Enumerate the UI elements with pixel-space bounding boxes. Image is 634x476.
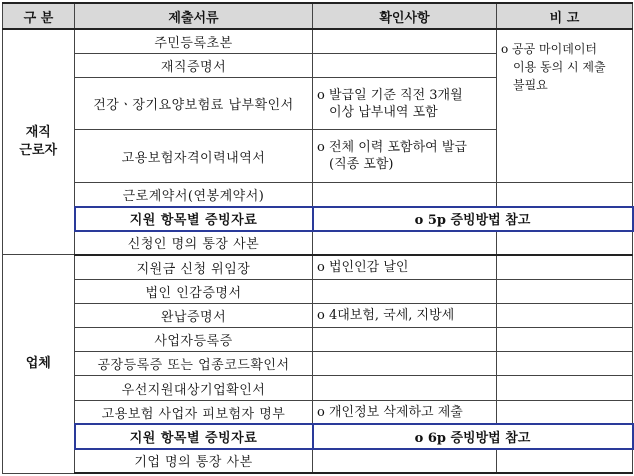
doc-cell: 재직증명서 — [75, 53, 313, 77]
confirm-cell-highlight: o 6p 증빙방법 참고 — [313, 424, 633, 448]
doc-cell: 법인 인감증명서 — [75, 279, 313, 303]
confirm-cell — [313, 130, 497, 182]
note-cell — [497, 182, 633, 206]
confirm-line: o 발급일 기준 직전 3개월 — [317, 87, 463, 103]
confirm-cell — [313, 29, 497, 53]
confirm-cell: o 4대보험, 국세, 지방세 — [313, 303, 497, 327]
confirm-cell — [313, 328, 497, 352]
confirm-cell — [313, 449, 497, 473]
doc-cell: 건강ㆍ장기요양보험료 납부확인서 — [75, 77, 313, 129]
table-row — [3, 400, 633, 424]
confirm-cell — [313, 279, 497, 303]
table-row — [3, 352, 633, 376]
note-cell — [497, 352, 633, 376]
doc-cell: 신청인 명의 통장 사본 — [75, 231, 313, 255]
category-label: 근로자 — [19, 143, 58, 159]
confirm-cell — [313, 77, 497, 129]
header-category: 구 분 — [3, 3, 75, 29]
table-row — [3, 182, 633, 206]
category-employee — [3, 29, 75, 255]
header-confirm: 확인사항 — [313, 3, 497, 29]
note-line: 불필요 — [513, 78, 548, 92]
header-documents: 제출서류 — [75, 3, 313, 29]
confirm-cell — [313, 53, 497, 77]
table-row — [3, 376, 633, 400]
category-label: 재직 — [25, 125, 51, 141]
confirm-line: 이상 납부내역 포함 — [329, 104, 438, 120]
category-company — [3, 255, 75, 473]
doc-cell: 주민등록초본 — [75, 29, 313, 53]
note-cell — [497, 279, 633, 303]
doc-cell-highlight: 지원 항목별 증빙자료 — [75, 424, 313, 448]
submission-documents-table — [2, 2, 634, 474]
doc-cell: 공장등록증 또는 업종코드확인서 — [75, 352, 313, 376]
note-cell — [497, 255, 633, 279]
table-row — [3, 328, 633, 352]
note-cell — [497, 449, 633, 473]
confirm-line: (직종 포함) — [329, 157, 394, 173]
note-line: o 공공 마이데이터 — [501, 42, 597, 56]
note-cell — [497, 231, 633, 255]
confirm-cell — [313, 182, 497, 206]
note-cell — [497, 303, 633, 327]
table-row — [3, 231, 633, 255]
doc-cell: 우선지원대상기업확인서 — [75, 376, 313, 400]
confirm-line: o 전체 이력 포함하여 발급 — [317, 140, 467, 156]
confirm-cell — [313, 376, 497, 400]
header-note: 비 고 — [497, 3, 633, 29]
table-row-highlight — [3, 424, 633, 448]
note-cell — [497, 29, 633, 182]
doc-cell: 근로계약서(연봉계약서) — [75, 182, 313, 206]
confirm-cell: o 개인정보 삭제하고 제출 — [313, 400, 497, 424]
note-cell — [497, 328, 633, 352]
doc-cell: 고용보험자격이력내역서 — [75, 130, 313, 182]
table-header-row — [3, 3, 633, 29]
table-row — [3, 29, 633, 53]
doc-cell: 사업자등록증 — [75, 328, 313, 352]
category-label: 업체 — [25, 355, 51, 371]
note-cell — [497, 400, 633, 424]
confirm-cell — [313, 231, 497, 255]
doc-cell: 고용보험 사업자 피보험자 명부 — [75, 400, 313, 424]
doc-cell: 지원금 신청 위임장 — [75, 255, 313, 279]
table-row — [3, 255, 633, 279]
table-row — [3, 303, 633, 327]
table-row — [3, 449, 633, 473]
confirm-cell — [313, 352, 497, 376]
doc-cell: 기업 명의 통장 사본 — [75, 449, 313, 473]
confirm-cell: o 법인인감 날인 — [313, 255, 497, 279]
doc-cell-highlight: 지원 항목별 증빙자료 — [75, 207, 313, 231]
confirm-cell-highlight: o 5p 증빙방법 참고 — [313, 207, 633, 231]
doc-cell: 완납증명서 — [75, 303, 313, 327]
note-line: 이용 동의 시 제출 — [513, 60, 606, 74]
table-row-highlight — [3, 207, 633, 231]
table-row — [3, 279, 633, 303]
note-cell — [497, 376, 633, 400]
